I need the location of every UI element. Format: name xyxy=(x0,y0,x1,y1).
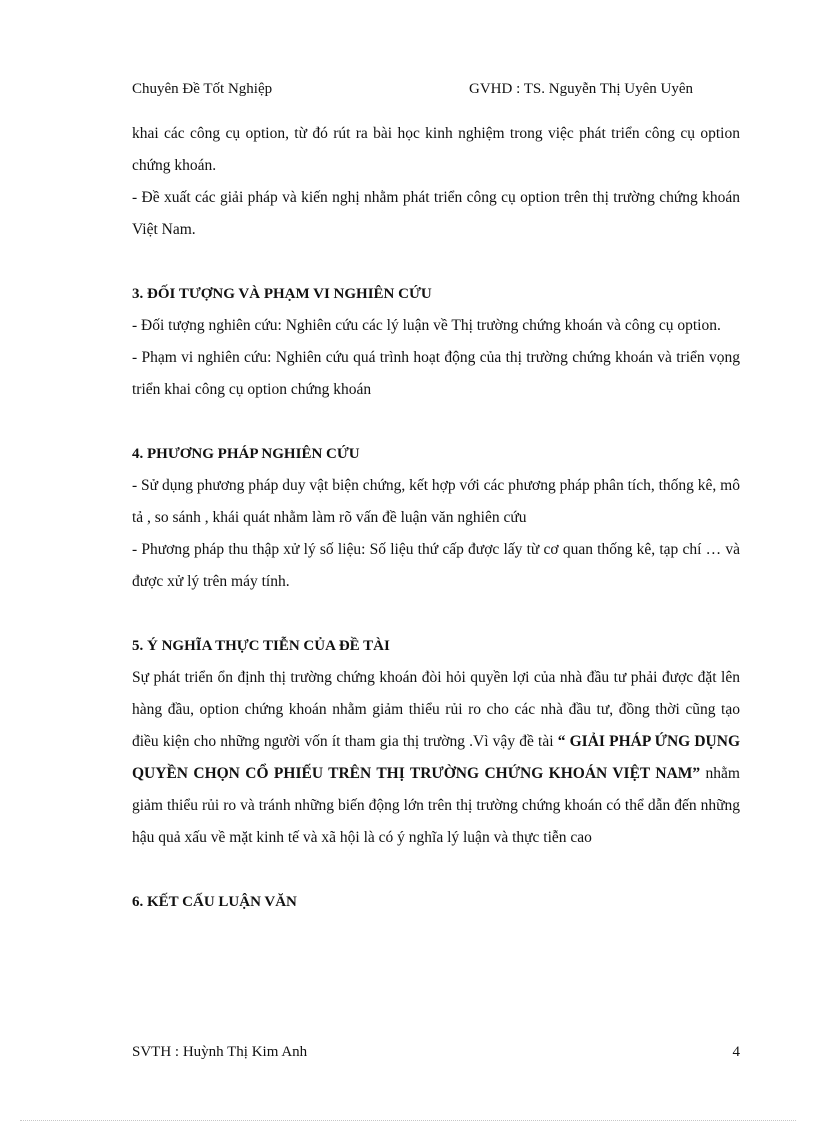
section-heading-5: 5. Ý NGHĨA THỰC TIỄN CỦA ĐỀ TÀI xyxy=(132,638,390,654)
page-footer xyxy=(132,1044,740,1061)
section-heading-6: 6. KẾT CẤU LUẬN VĂN xyxy=(132,894,297,910)
paragraph-method-1: - Sử dụng phương pháp duy vật biện chứng, kết hợp với các phương pháp phân tích, thống kê, mô tả , so sánh , khái quát nhằm làm rõ vấn đề luận văn nghiên cứu xyxy=(132,477,740,526)
thesis-title: “ GIẢI PHÁP ỨNG DỤNG QUYỀN CHỌN CỔ PHIẾU TRÊN THỊ TRƯỜNG CHỨNG KHOÁN VIỆT NAM” xyxy=(132,733,740,782)
page-number: 4 xyxy=(732,1044,740,1060)
page-header xyxy=(132,81,710,103)
page-body xyxy=(132,118,740,918)
paragraph-significance xyxy=(132,662,740,854)
section-heading-4: 4. PHƯƠNG PHÁP NGHIÊN CỨU xyxy=(132,446,360,462)
spacer xyxy=(132,406,740,438)
paragraph-continued: khai các công cụ option, từ đó rút ra bài học kinh nghiệm trong việc phát triển công cụ option chứng khoán. xyxy=(132,125,740,174)
section-heading-3: 3. ĐỐI TƯỢNG VÀ PHẠM VI NGHIÊN CỨU xyxy=(132,286,432,302)
header-advisor: GVHD : TS. Nguyễn Thị Uyên Uyên xyxy=(469,81,694,97)
paragraph-research-object: - Đối tượng nghiên cứu: Nghiên cứu các lý luận về Thị trường chứng khoán và công cụ option. xyxy=(132,317,721,334)
paragraph-proposal: - Đề xuất các giải pháp và kiến nghị nhằm phát triển công cụ option trên thị trường chứng khoán Việt Nam. xyxy=(132,189,740,238)
spacer xyxy=(132,598,740,630)
significance-text-b: nhằm giảm thiểu rủi ro và tránh những biến động lớn trên thị trường chứng khoán có thể dẫn đến những hậu quả xấu về mặt kinh tế và xã hội là có ý nghĩa lý luận và thực tiễn cao xyxy=(132,765,740,846)
page-bottom-border xyxy=(20,1120,796,1121)
header-course-title: Chuyên Đề Tốt Nghiệp xyxy=(132,81,273,97)
spacer xyxy=(132,854,740,886)
significance-text-a: Sự phát triển ổn định thị trường chứng khoán đòi hỏi quyền lợi của nhà đầu tư phải được đặt lên hàng đầu, option chứng khoán nhằm giảm thiểu rủi ro cho các nhà đầu tư, đồng thời cũng tạo điều kiện cho những người vốn ít tham gia thị trường .Vì vậy đề tài xyxy=(132,669,740,750)
paragraph-method-2: - Phương pháp thu thập xử lý số liệu: Số liệu thứ cấp được lấy từ cơ quan thống kê, tạp chí … và được xử lý trên máy tính. xyxy=(132,541,740,590)
footer-author: SVTH : Huỳnh Thị Kim Anh xyxy=(132,1044,308,1060)
spacer xyxy=(132,246,740,278)
paragraph-research-scope: - Phạm vi nghiên cứu: Nghiên cứu quá trình hoạt động của thị trường chứng khoán và triển vọng triển khai công cụ option chứng khoán xyxy=(132,349,740,398)
